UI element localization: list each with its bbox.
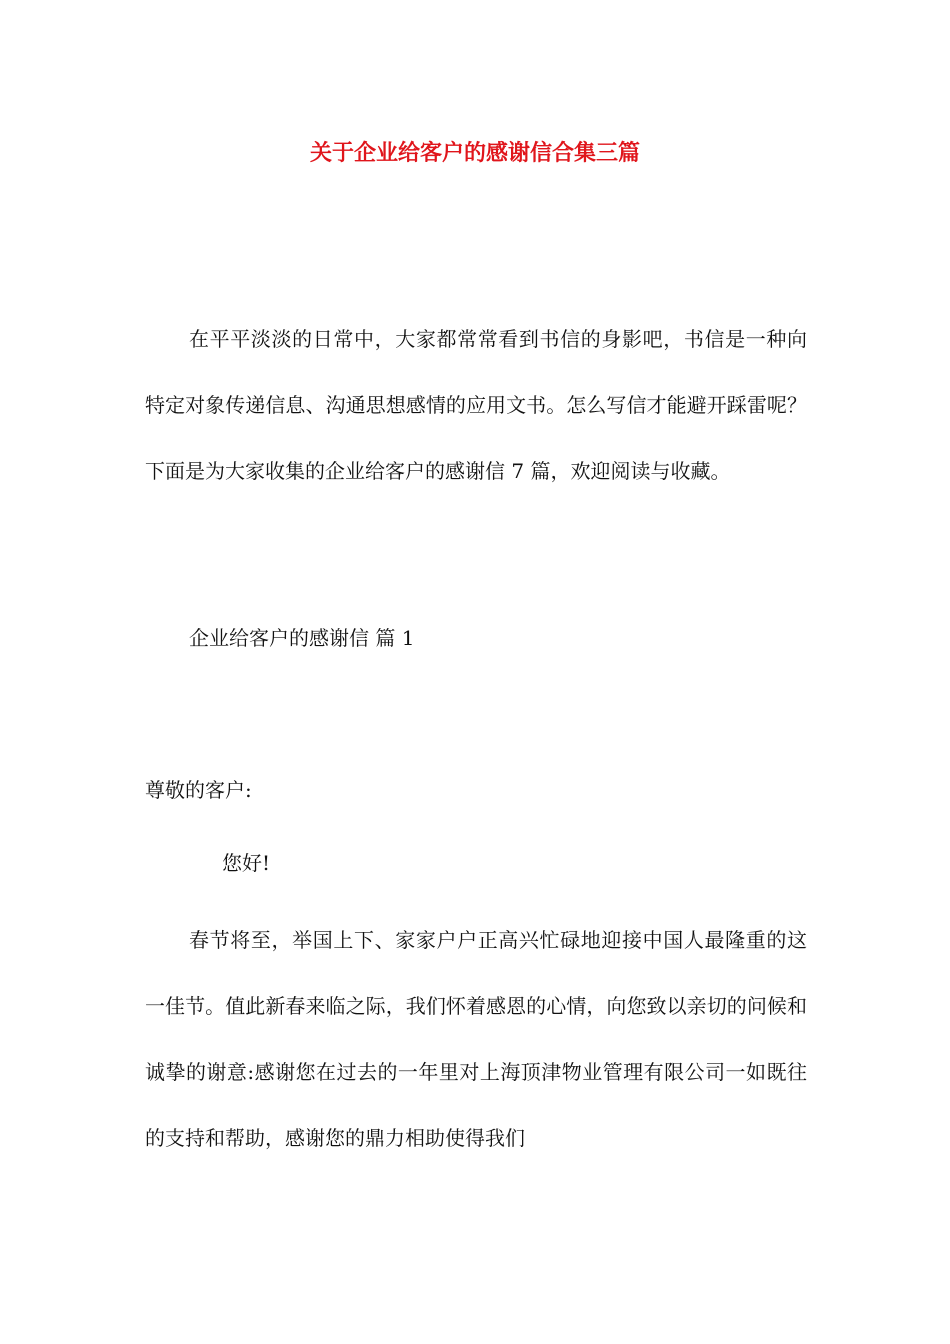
document-title: 关于企业给客户的感谢信合集三篇 — [309, 140, 640, 166]
body-paragraph: 春节将至，举国上下、家家户户正高兴忙碌地迎接中国人最隆重的这一佳节。值此新春来临之际，我们怀着感恩的心情，向您致以亲切的问候和诚挚的谢意:感谢您在过去的一年里对上海顶津物业管理有限公司一如既往的支持和帮助，感谢您的鼎力相助使得我们 — [145, 928, 807, 1150]
intro-paragraph: 在平平淡淡的日常中，大家都常常看到书信的身影吧，书信是一种向特定对象传递信息、沟通思想感情的应用文书。怎么写信才能避开踩雷呢？下面是为大家收集的企业给客户的感谢信 7 篇，欢迎阅读与收藏。 — [145, 327, 807, 483]
salutation: 尊敬的客户: — [145, 778, 252, 802]
section-heading: 企业给客户的感谢信 篇 1 — [189, 626, 415, 650]
greeting: 您好! — [222, 851, 271, 875]
